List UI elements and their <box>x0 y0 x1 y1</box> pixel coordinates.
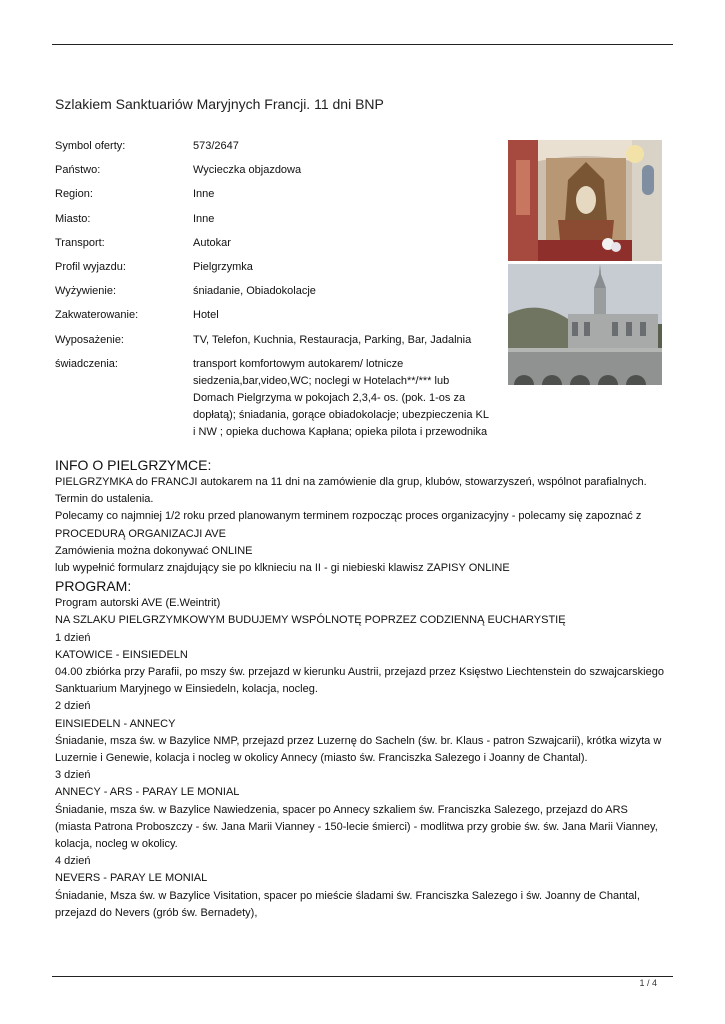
program-line: 3 dzień <box>55 769 91 782</box>
detail-row <box>55 211 505 228</box>
program-heading: PROGRAM: <box>55 578 132 595</box>
detail-label: świadczenia: <box>55 357 118 370</box>
page-title: Szlakiem Sanktuariów Maryjnych Francji. 11 dni BNP <box>55 96 384 112</box>
detail-row <box>55 186 505 203</box>
detail-label: Miasto: <box>55 212 91 225</box>
detail-value: Inne <box>193 188 215 201</box>
detail-value: Autokar <box>193 236 231 249</box>
program-line: 1 dzień <box>55 631 91 644</box>
detail-value: Pielgrzymka <box>193 260 253 273</box>
detail-value: TV, Telefon, Kuchnia, Restauracja, Parking, Bar, Jadalnia <box>193 333 472 346</box>
program-line: Program autorski AVE (E.Weintrit) <box>55 597 221 610</box>
program-line: 2 dzień <box>55 700 91 713</box>
detail-label: Państwo: <box>55 164 101 177</box>
detail-label: Wyposażenie: <box>55 333 124 346</box>
program-line: NA SZLAKU PIELGRZYMKOWYM BUDUJEMY WSPÓLNOTĘ POPRZEZ CODZIENNĄ EUCHARYSTIĘ <box>55 614 566 627</box>
detail-row <box>55 235 505 252</box>
detail-row <box>55 332 505 349</box>
detail-row <box>55 259 505 276</box>
detail-value: Wycieczka objazdowa <box>193 164 302 177</box>
detail-row <box>55 283 505 300</box>
detail-row <box>55 307 505 324</box>
content-body <box>55 456 665 922</box>
program-line: 4 dzień <box>55 855 91 868</box>
program-line: Śniadanie, msza św. w Bazylice Nawiedzenia, spacer po Annecy szkaliem św. Franciszka Salezego, przejazd do ARS (miasta Patrona Proboszczy - św. Jana Marii Vianney - 150-lecie śmierci) - modlitwa przy grobie św. św. Jana Marii Vianney, kolacja, nocleg w okolicy. <box>55 803 658 851</box>
info-paragraph: PIELGRZYMKA do FRANCJI autokarem na 11 dni na zamówienie dla grup, klubów, stowarzyszeń, wspólnot parafialnych. Termin do ustalenia. <box>55 476 647 506</box>
page-number: 1 / 4 <box>639 978 657 988</box>
info-paragraph: lub wypełnić formularz znajdujący sie po klknieciu na II - gi niebieski klawisz ZAPISY ONLINE <box>55 562 510 575</box>
program-line: ANNECY - ARS - PARAY LE MONIAL <box>55 786 240 799</box>
detail-value: Hotel <box>193 309 219 322</box>
detail-label: Zakwaterowanie: <box>55 309 139 322</box>
detail-value: Inne <box>193 212 215 225</box>
info-heading: INFO O PIELGRZYMCE: <box>55 457 212 473</box>
detail-label: Profil wyjazdu: <box>55 260 126 273</box>
detail-value: 573/2647 <box>193 140 239 152</box>
detail-label: Symbol oferty: <box>55 140 126 152</box>
info-paragraph: Zamówienia można dokonywać ONLINE <box>55 544 253 557</box>
detail-row <box>55 162 505 179</box>
lourdes-basilica-photo <box>508 264 662 385</box>
offer-details <box>55 138 505 448</box>
program-line: Śniadanie, Msza św. w Bazylice Visitation, spacer po mieście śladami św. Franciszka Salezego i św. Joanny de Chantal, przejazd do Nevers (grób św. Bernadety), <box>55 889 640 919</box>
header-rule <box>52 44 673 45</box>
detail-row <box>55 138 505 155</box>
program-line: NEVERS - PARAY LE MONIAL <box>55 872 208 885</box>
detail-row <box>55 356 505 441</box>
program-line: KATOWICE - EINSIEDELN <box>55 648 188 661</box>
program-line: EINSIEDELN - ANNECY <box>55 717 176 730</box>
program-line: 04.00 zbiórka przy Parafii, po mszy św. przejazd w kierunku Austrii, przejazd przez Księstwo Liechtenstein do szwajcarskiego Sanktuarium Maryjnego w Einsiedeln, kolacja, nocleg. <box>55 666 664 696</box>
detail-value: transport komfortowym autokarem/ lotnicze siedzenia,bar,video,WC; noclegi w Hotelach**/*** lub Domach Pielgrzyma w pokojach 2,3,4- os. (pok. 1-os za dopłatą); śniadania, gorące obiadokolacje; ubezpieczenia KL i NW ; opieka duchowa Kapłana; opieka pilota i przewodnika <box>193 357 489 438</box>
detail-label: Transport: <box>55 236 105 249</box>
church-interior-photo <box>508 140 662 261</box>
detail-label: Wyżywienie: <box>55 285 117 298</box>
program-line: Śniadanie, msza św. w Bazylice NMP, przejazd przez Luzernę do Sacheln (św. br. Klaus - patron Szwajcarii), krótka wizyta w Luzernie i Genewie, kolacja i nocleg w okolicy Annecy (miasto św. Franciszka Salezego i Joanny de Chantal). <box>55 734 662 765</box>
detail-value: śniadanie, Obiadokolacje <box>193 285 316 298</box>
detail-label: Region: <box>55 188 93 201</box>
info-paragraph: Polecamy co najmniej 1/2 roku przed planowanym terminem rozpocząc proces organizacyjny - polecamy się zapoznać z PROCEDURĄ ORGANIZACJI AVE <box>55 510 642 540</box>
footer-rule <box>52 976 673 977</box>
